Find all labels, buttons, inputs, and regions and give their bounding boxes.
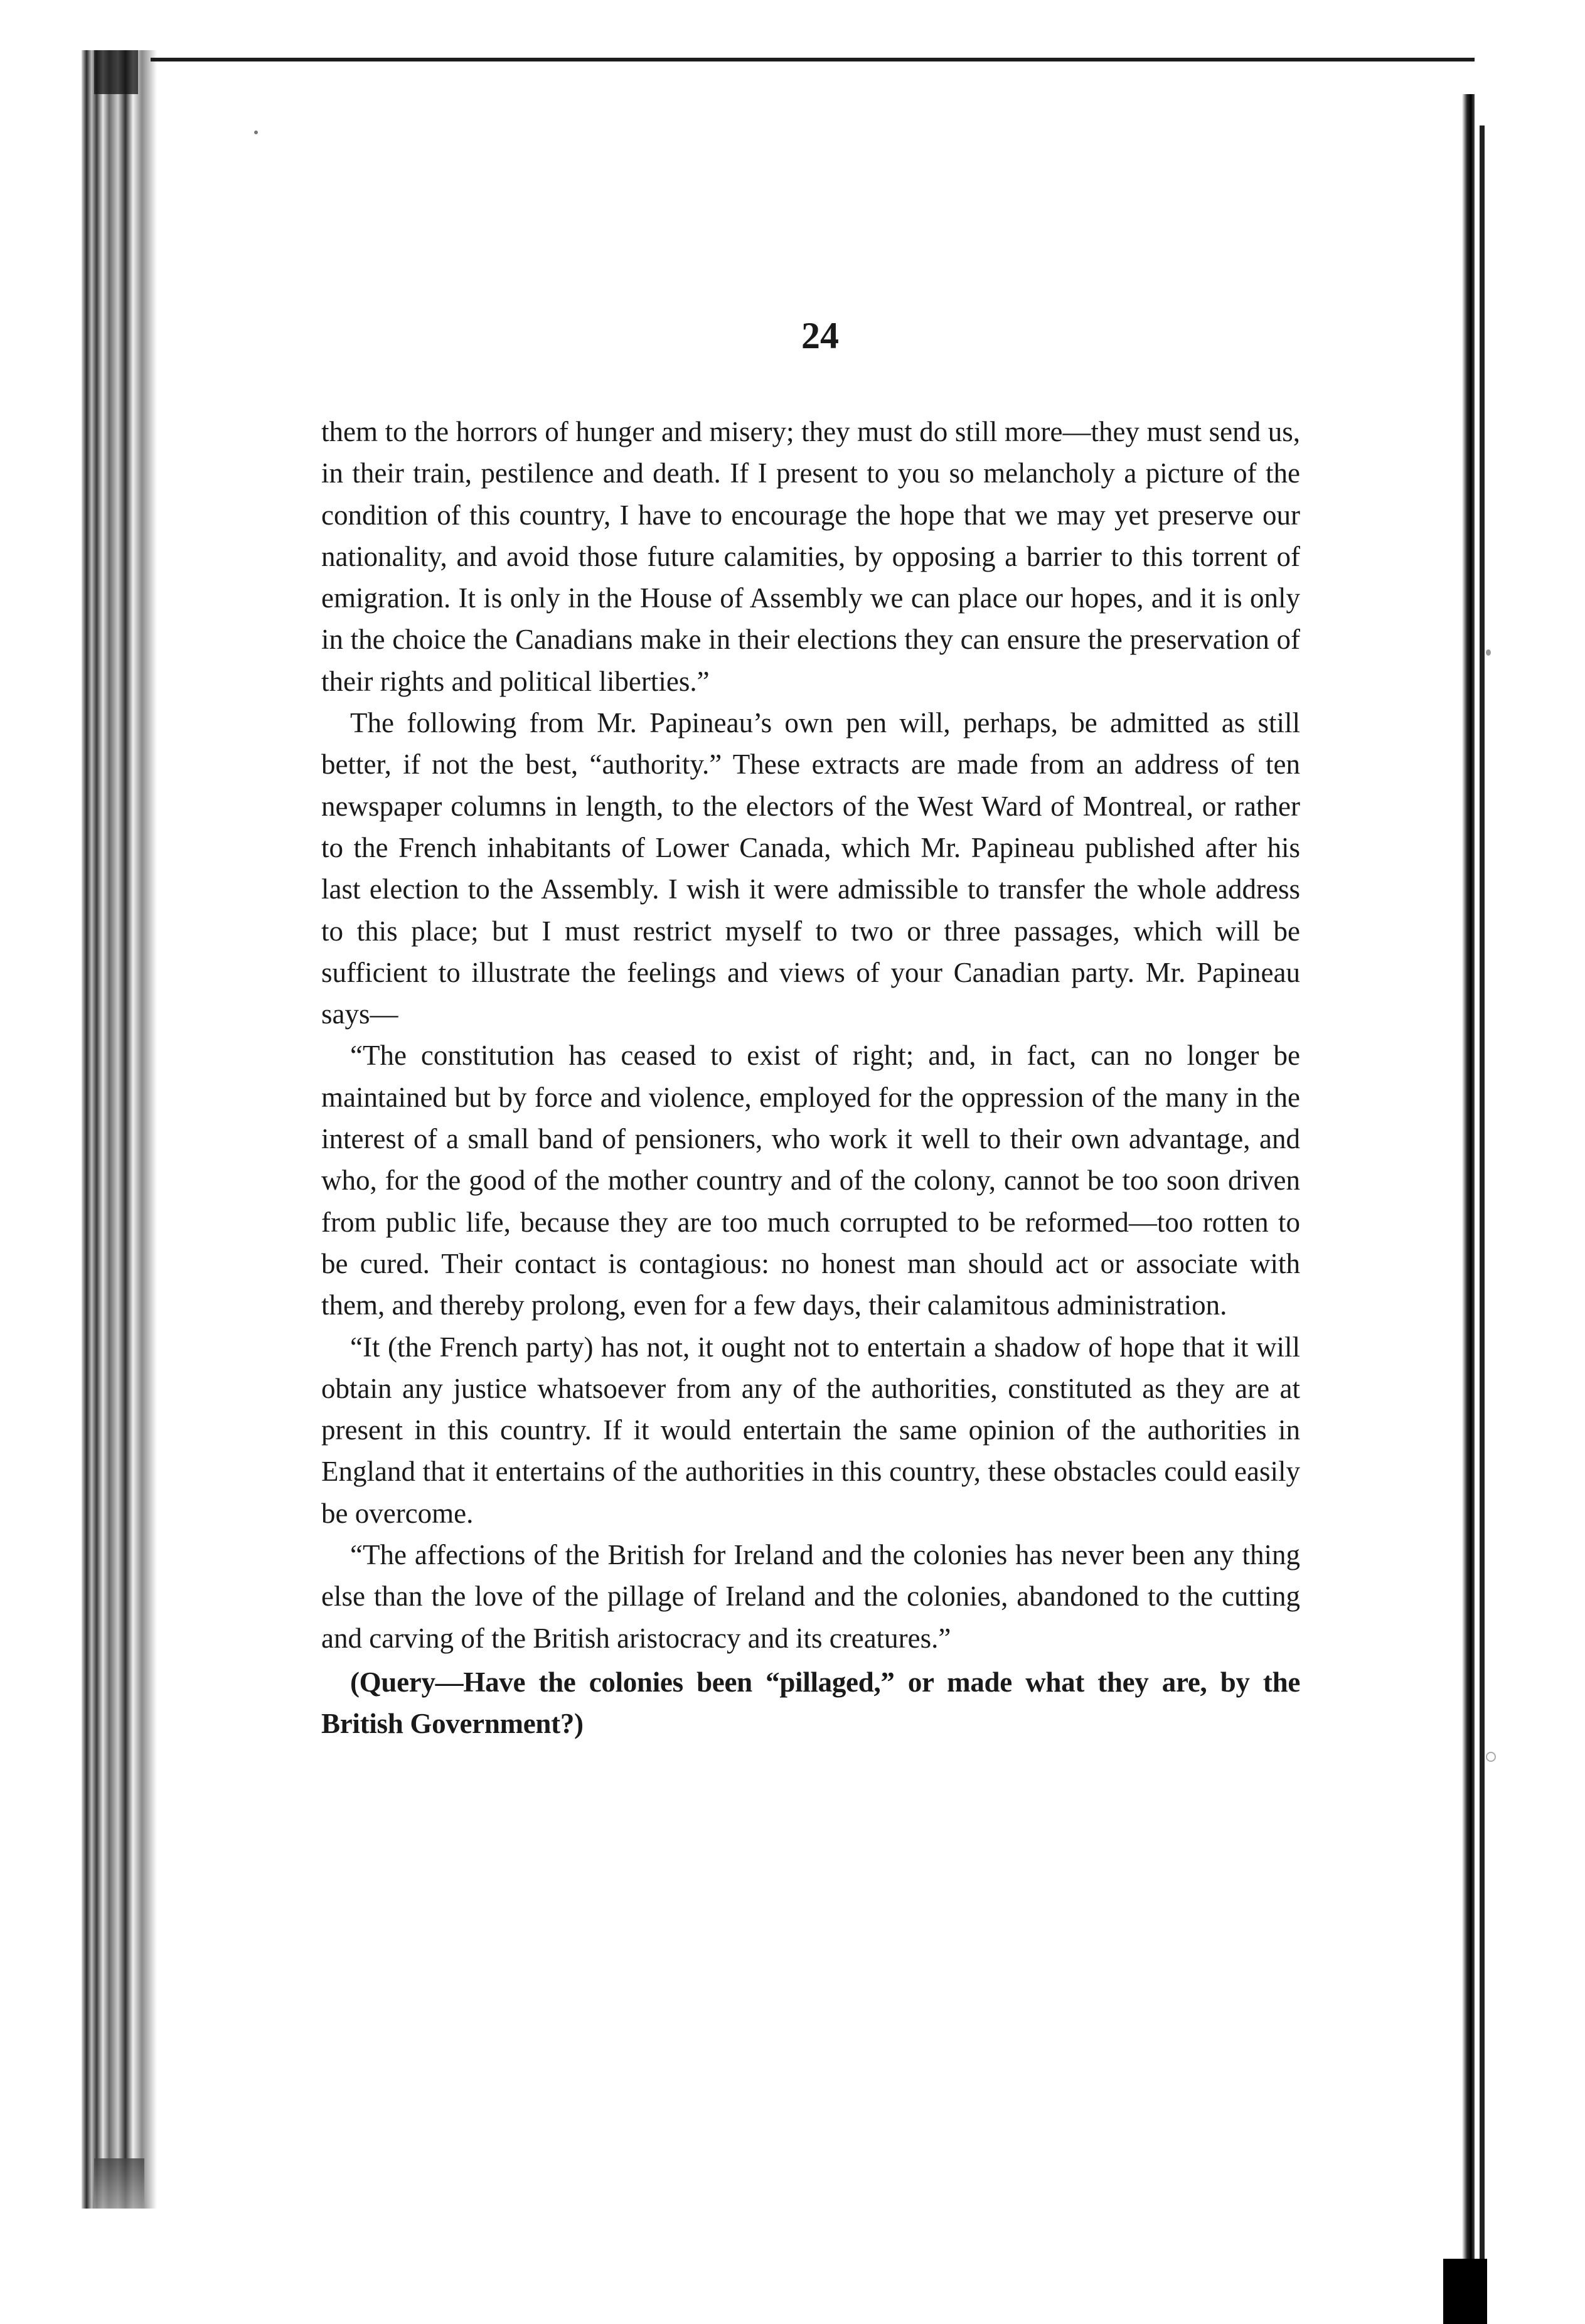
query-note: (Query—Have the colonies been “pillaged,” or made what they are, by the British Government?) [321,1666,1300,1740]
paragraph-papineau-intro: The following from Mr. Papineau’s own pen will, perhaps, be admitted as still better, if not the best, “authority.” These extracts are made from an address of ten newspaper columns in length, to the electors of the West Ward of Montreal, or rather to the French inhabitants of Lower Canada, which Mr. Papineau published after his last election to the Assembly. I wish it were admissible to transfer the whole address to this place; but I must restrict myself to two or three passages, which will be sufficient to illustrate the feelings and views of your Canadian party. Mr. Papineau says— [321,707,1300,1030]
page-number: 24 [801,315,839,356]
quote-affections: “The affections of the British for Ireland and the colonies has never been any thing else than the love of the pillage of Ireland and the colonies, abandoned to the cutting and carving of the British aristocracy and its creatures.” [321,1539,1300,1654]
page-right-edge [1462,94,1475,2303]
quote-french-party: “It (the French party) has not, it ought not to entertain a shadow of hope that it will obtain any justice whatsoever from any of the authorities, constituted as they are at present in this country. If it would entertain the same opinion of the authorities in England that it entertains of the authorities in this country, these obstacles could easily be overcome. [321,1331,1300,1529]
book-binding-edge [82,50,157,2209]
page-top-edge [151,58,1475,61]
page-corner-shadow [1443,2259,1487,2324]
scan-speck [254,131,258,134]
scan-speck [1486,649,1491,656]
paragraph-continuation: them to the horrors of hunger and misery; they must do still more—they must send us, in their train, pestilence and death. If I present to you so melancholy a picture of the condition of this country, I have to encourage the hope that we may yet preserve our nationality, and avoid those future calamities, by opposing a barrier to this torrent of emigration. It is only in the House of Assembly we can place our hopes, and it is only in the choice the Canadians make in their elections they can ensure the preservation of their rights and political liberties.” [321,416,1300,697]
binding-shadow-top [94,50,138,94]
quote-constitution: “The constitution has ceased to exist of right; and, in fact, can no longer be maintained but by force and violence, employed for the oppression of the many in the interest of a small band of pensioners, who work it well to their own advantage, and who, for the good of the mother country and of the colony, cannot be too soon driven from public life, because they are too much corrupted to be reformed—too rotten to be cured. Their contact is contagious: no honest man should act or associate with them, and thereby prolong, even for a few days, their calamitous administration. [321,1040,1300,1321]
page-text-block [321,311,1300,1745]
page-right-edge-line [1480,125,1485,2259]
scan-speck [1486,1752,1496,1762]
binding-shadow-bottom [94,2158,144,2209]
